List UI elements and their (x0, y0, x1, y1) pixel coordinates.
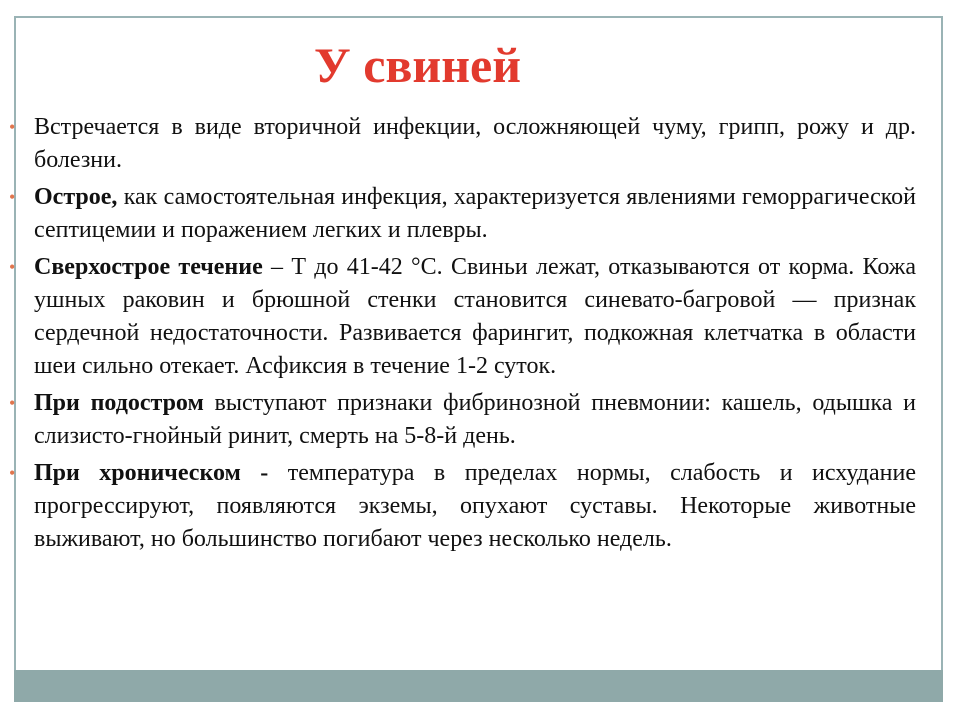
list-item (9, 111, 916, 177)
bullet-icon: • (9, 393, 16, 413)
list-item (9, 181, 916, 247)
item-bold-lead: При подостром (34, 390, 204, 416)
list-item (9, 457, 917, 556)
bullet-icon: • (9, 117, 16, 137)
item-bold-lead: Сверхострое течение (34, 254, 263, 280)
bullet-list (9, 111, 917, 560)
item-bold-lead: Острое, (34, 184, 118, 210)
list-item (9, 387, 917, 453)
slide-title: У свиней (314, 37, 522, 93)
item-text: – Т до 41-42 °С. Свиньи лежат, отказываются от корма. Кожа ушных раковин и брюшной стенки становится синевато-багровой — признак сердечной недостаточности. Развивается фарингит, подкожная клетчатка в области шеи сильно отекает. Асфиксия в течение 1-2 суток. (34, 254, 916, 379)
footer-bar (14, 670, 943, 702)
bullet-icon: • (9, 187, 16, 207)
item-text: Встречается в виде вторичной инфекции, осложняющей чуму, грипп, рожу и др. болезни. (34, 114, 916, 173)
item-text: выступают признаки фибринозной пневмонии: кашель, одышка и слизисто-гнойный ринит, смерть на 5-8-й день. (34, 390, 917, 449)
item-text: как самостоятельная инфекция, характеризуется явлениями геморрагической септицемии и поражением легких и плевры. (34, 184, 916, 243)
item-bold-lead: При хроническом - (34, 460, 269, 486)
bullet-icon: • (9, 257, 16, 277)
bullet-icon: • (9, 463, 16, 483)
item-text: температура в пределах нормы, слабость и исхудание прогрессируют, появляются экземы, опухают суставы. Некоторые животные выживают, но большинство погибают через несколько недель. (34, 460, 917, 552)
list-item (9, 251, 916, 383)
